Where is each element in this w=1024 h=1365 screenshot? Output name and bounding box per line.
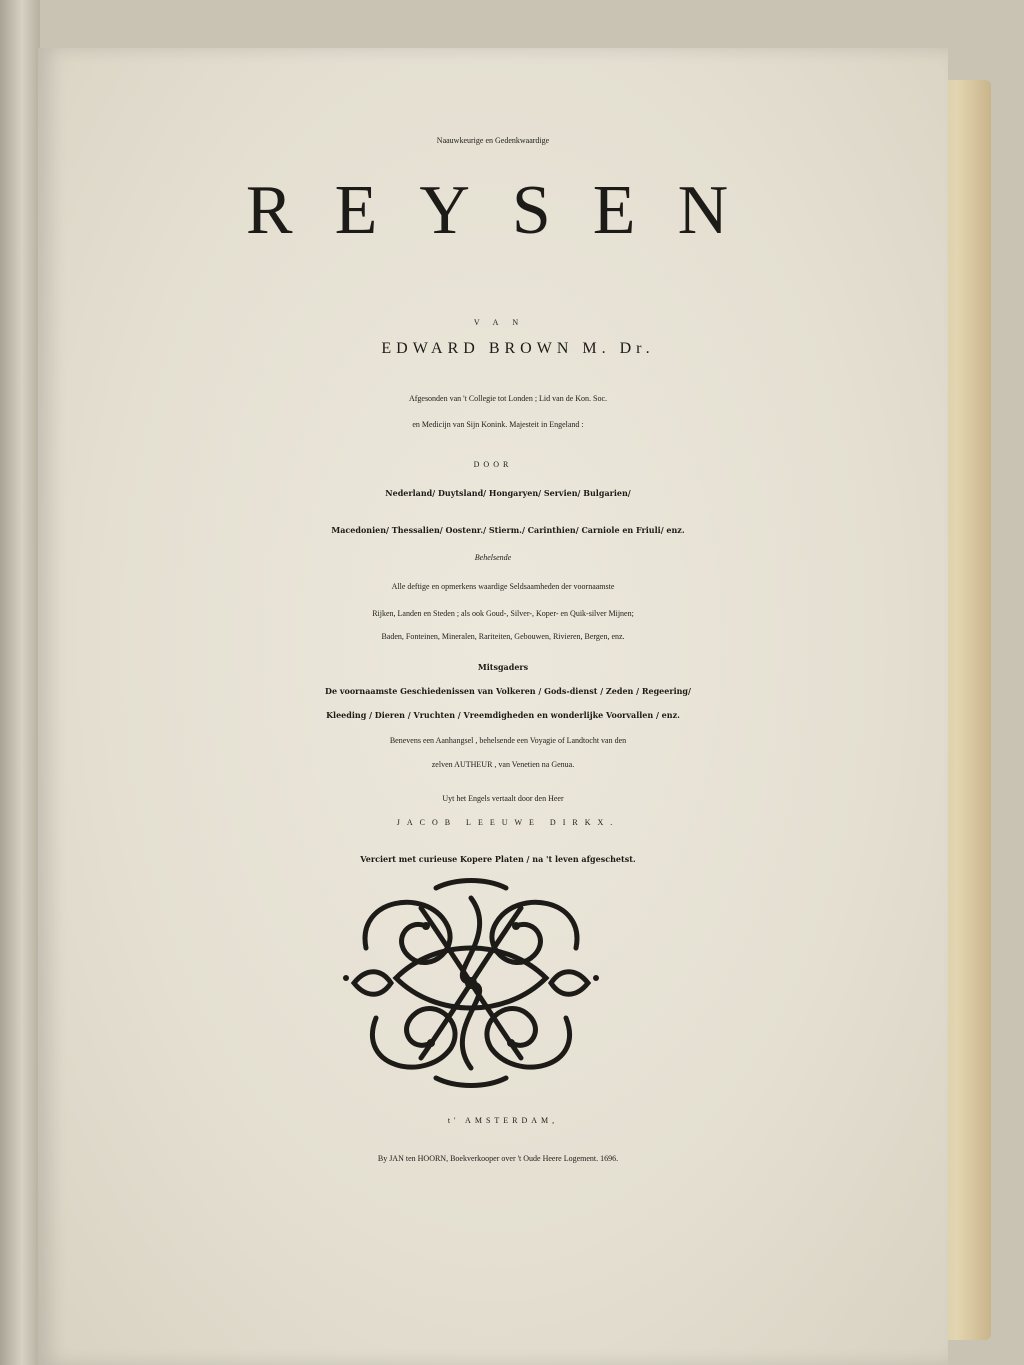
peoples-line-1: De voornaamste Geschiedenissen van Volkeren / Gods-dienst / Zeden / Regeering/ <box>325 686 691 696</box>
door-line: DOOR <box>473 460 513 469</box>
subtitle: Naauwkeurige en Gedenkwaardige <box>436 136 550 145</box>
illustrations-line: Verciert met curieuse Kopere Platen / na 't leven afgeschetst. <box>360 854 636 864</box>
peoples-line-2: Kleeding / Dieren / Vruchten / Vreemdigheden en wonderlijke Voorvallen / enz. <box>326 710 680 720</box>
behelsende-line: Behelsende <box>474 553 512 562</box>
mitsgaders-line: Mitsgaders <box>477 662 529 672</box>
facing-page-edge <box>0 0 40 1365</box>
contents-line-1: Alle deftige en opmerkens waardige Seldsaamheden der voornaamste <box>391 582 615 591</box>
contents-line-3: Baden, Fonteinen, Mineralen, Rariteiten, Gebouwen, Rivieren, Bergen, enz. <box>381 632 625 641</box>
appendix-line-1: Benevens een Aanhangsel , behelsende een Voyagie of Landtocht van den <box>389 736 627 745</box>
imprint-publisher: By JAN ten HOORN, Boekverkooper over 't Oude Heere Logement. 1696. <box>377 1154 619 1163</box>
imprint-place: t' AMSTERDAM, <box>447 1116 559 1125</box>
translated-by-line: Uyt het Engels vertaalt door den Heer <box>442 794 564 803</box>
printers-ornament-icon <box>336 878 606 1088</box>
countries-line-2: Macedonien/ Thessalien/ Oostenr./ Stierm./ Carinthien/ Carniole en Friuli/ enz. <box>331 525 685 535</box>
van-line: VAN <box>473 318 533 327</box>
translator-name: JACOB LEEUWE DIRKX. <box>396 818 620 827</box>
contents-line-2: Rijken, Landen en Steden ; als ook Goud-, Silver-, Koper- en Quik-silver Mijnen; <box>372 609 634 618</box>
appendix-line-2: zelven AUTHEUR , van Venetien na Genua. <box>431 760 575 769</box>
author-name: EDWARD BROWN M. Dr. <box>381 340 655 357</box>
countries-line-1: Nederland/ Duytsland/ Hongaryen/ Servien/ Bulgarien/ <box>385 488 631 498</box>
main-title: REYSEN <box>245 172 771 249</box>
affiliation-line-1: Afgesonden van 't Collegie tot Londen ; Lid van de Kon. Soc. <box>408 394 608 403</box>
affiliation-line-2: en Medicijn van Sijn Konink. Majesteit in Engeland : <box>412 420 584 429</box>
title-page <box>38 48 948 1365</box>
